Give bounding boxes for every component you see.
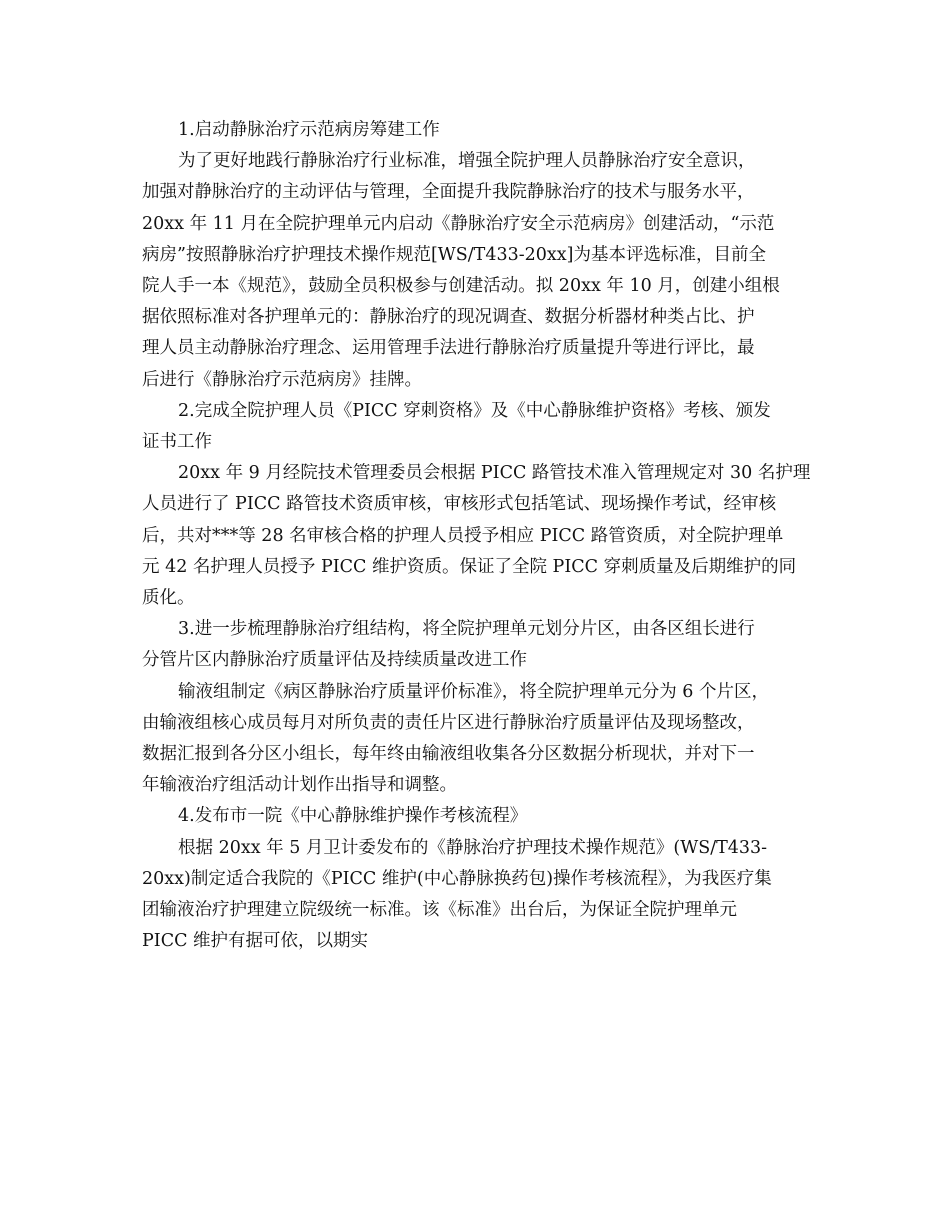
section-heading-3-cont: 分管片区内静脉治疗质量评估及持续质量改进工作 [142,650,527,671]
paragraph-line: 质化。 [142,588,195,609]
paragraph-line: 根据 20xx 年 5 月卫计委发布的《静脉治疗护理技术操作规范》(WS/T433- [178,837,768,858]
paragraph-line: 院人手一本《规范》，鼓励全员积极参与创建活动。拟 20xx 年 10 月，创建小组根 [142,276,780,297]
paragraph-line: 据依照标准对各护理单元的：静脉治疗的现况调查、数据分析器材种类占比、护 [142,307,755,328]
paragraph-line: PICC 维护有据可依，以期实 [142,931,369,952]
paragraph-line: 病房”按照静脉治疗护理技术操作规范[WS/T433-20xx]为基本评选标准，目前全 [142,244,766,265]
document-body [142,115,814,957]
paragraph-line: 数据汇报到各分区小组长，每年终由输液组收集各分区数据分析现状，并对下一 [142,744,755,765]
section-heading-2: 2.完成全院护理人员《PICC 穿刺资格》及《中心静脉维护资格》考核、颁发 [178,400,771,421]
section-heading-4: 4.发布市一院《中心静脉维护操作考核流程》 [178,806,528,827]
paragraph-line: 输液组制定《病区静脉治疗质量评价标准》，将全院护理单元分为 6 个片区， [178,681,770,702]
paragraph-line: 人员进行了 PICC 路管技术资质审核，审核形式包括笔试、现场操作考试，经审核 [142,494,777,515]
section-heading-2-cont: 证书工作 [142,432,212,453]
paragraph-line: 年输液治疗组活动计划作出指导和调整。 [142,775,457,796]
paragraph-line: 20xx 年 9 月经院技术管理委员会根据 PICC 路管技术准入管理规定对 30 名护理 [178,463,811,484]
paragraph-line: 元 42 名护理人员授予 PICC 维护资质。保证了全院 PICC 穿刺质量及后期维护的同 [142,556,797,577]
paragraph-line: 20xx)制定适合我院的《PICC 维护(中心静脉换药包)操作考核流程》，为我医疗集 [142,868,772,889]
paragraph-line: 由输液组核心成员每月对所负责的责任片区进行静脉治疗质量评估及现场整改， [142,712,755,733]
paragraph-line: 20xx 年 11 月在全院护理单元内启动《静脉治疗安全示范病房》创建活动，“示范 [142,213,775,234]
paragraph-line: 为了更好地践行静脉治疗行业标准，增强全院护理人员静脉治疗安全意识， [178,151,756,172]
paragraph-line: 团输液治疗护理建立院级统一标准。该《标准》出台后，为保证全院护理单元 [142,900,737,921]
paragraph-line: 理人员主动静脉治疗理念、运用管理手法进行静脉治疗质量提升等进行评比，最 [142,338,755,359]
paragraph-line: 后，共对***等 28 名审核合格的护理人员授予相应 PICC 路管资质，对全院护理单 [142,525,784,546]
paragraph-line: 后进行《静脉治疗示范病房》挂牌。 [142,369,422,390]
paragraph-line: 加强对静脉治疗的主动评估与管理，全面提升我院静脉治疗的技术与服务水平， [142,182,755,203]
section-heading-1: 1.启动静脉治疗示范病房筹建工作 [178,120,440,140]
section-heading-3: 3.进一步梳理静脉治疗组结构，将全院护理单元划分片区，由各区组长进行 [178,619,755,640]
